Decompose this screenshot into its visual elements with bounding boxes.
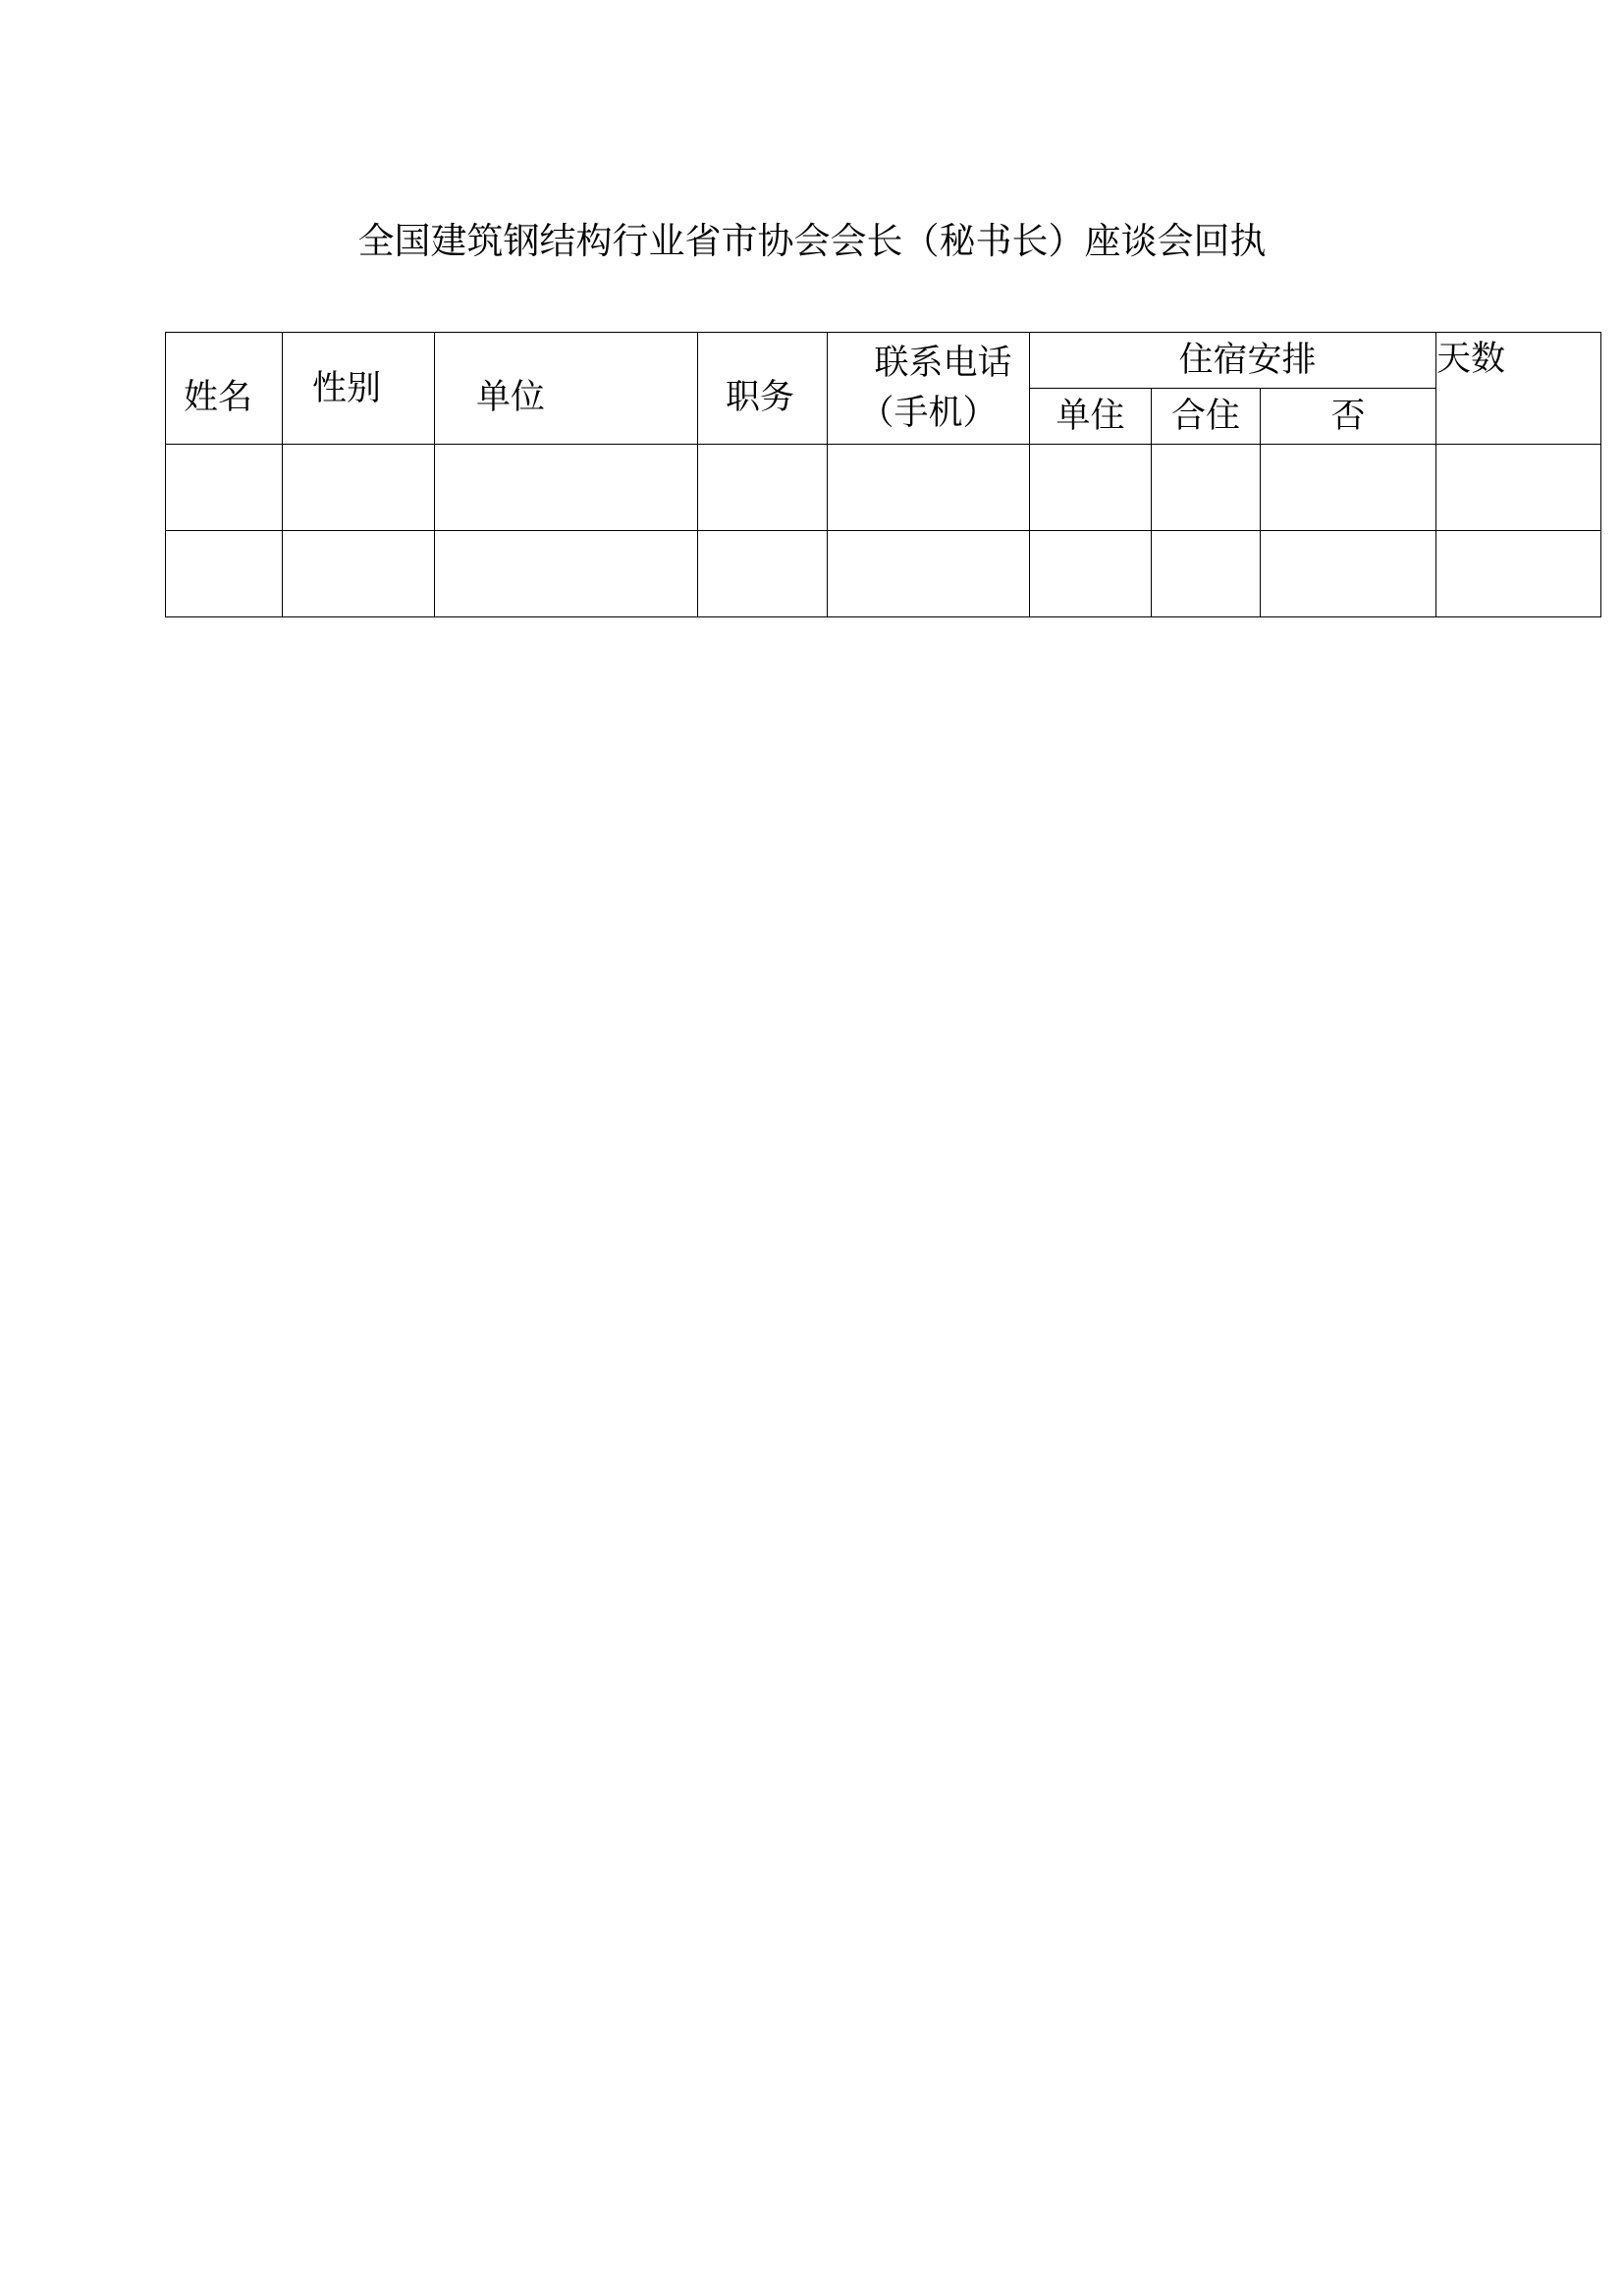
cell-phone[interactable] — [828, 531, 1030, 617]
cell-unit[interactable] — [435, 531, 698, 617]
cell-shared[interactable] — [1152, 531, 1261, 617]
header-lodging-single: 单住 — [1030, 389, 1152, 445]
header-position: 职务 — [698, 333, 828, 445]
cell-position[interactable] — [698, 531, 828, 617]
header-phone-line1: 联系电话 — [874, 344, 1012, 383]
cell-name[interactable] — [166, 445, 283, 531]
header-name: 姓名 — [166, 333, 283, 445]
header-unit: 单位 — [435, 333, 698, 445]
cell-no[interactable] — [1261, 531, 1436, 617]
header-lodging: 住宿安排 — [1030, 333, 1436, 389]
cell-single[interactable] — [1030, 531, 1152, 617]
cell-gender[interactable] — [283, 531, 435, 617]
header-lodging-no: 否 — [1261, 389, 1436, 445]
table-row — [166, 531, 1601, 617]
header-row-top — [166, 333, 1601, 389]
cell-days[interactable] — [1436, 531, 1601, 617]
header-lodging-shared: 合住 — [1152, 389, 1261, 445]
cell-position[interactable] — [698, 445, 828, 531]
cell-single[interactable] — [1030, 445, 1152, 531]
cell-name[interactable] — [166, 531, 283, 617]
page-title: 全国建筑钢结构行业省市协会会长（秘书长）座谈会回执 — [357, 220, 1267, 262]
cell-unit[interactable] — [435, 445, 698, 531]
cell-phone[interactable] — [828, 445, 1030, 531]
header-gender: 性别 — [283, 333, 435, 445]
header-phone — [828, 333, 1030, 445]
cell-gender[interactable] — [283, 445, 435, 531]
table-row — [166, 445, 1601, 531]
header-phone-line2: （手机） — [859, 393, 998, 433]
reply-form-table — [165, 332, 1601, 617]
cell-no[interactable] — [1261, 445, 1436, 531]
cell-days[interactable] — [1436, 445, 1601, 531]
cell-shared[interactable] — [1152, 445, 1261, 531]
header-days: 天数 — [1436, 333, 1601, 445]
